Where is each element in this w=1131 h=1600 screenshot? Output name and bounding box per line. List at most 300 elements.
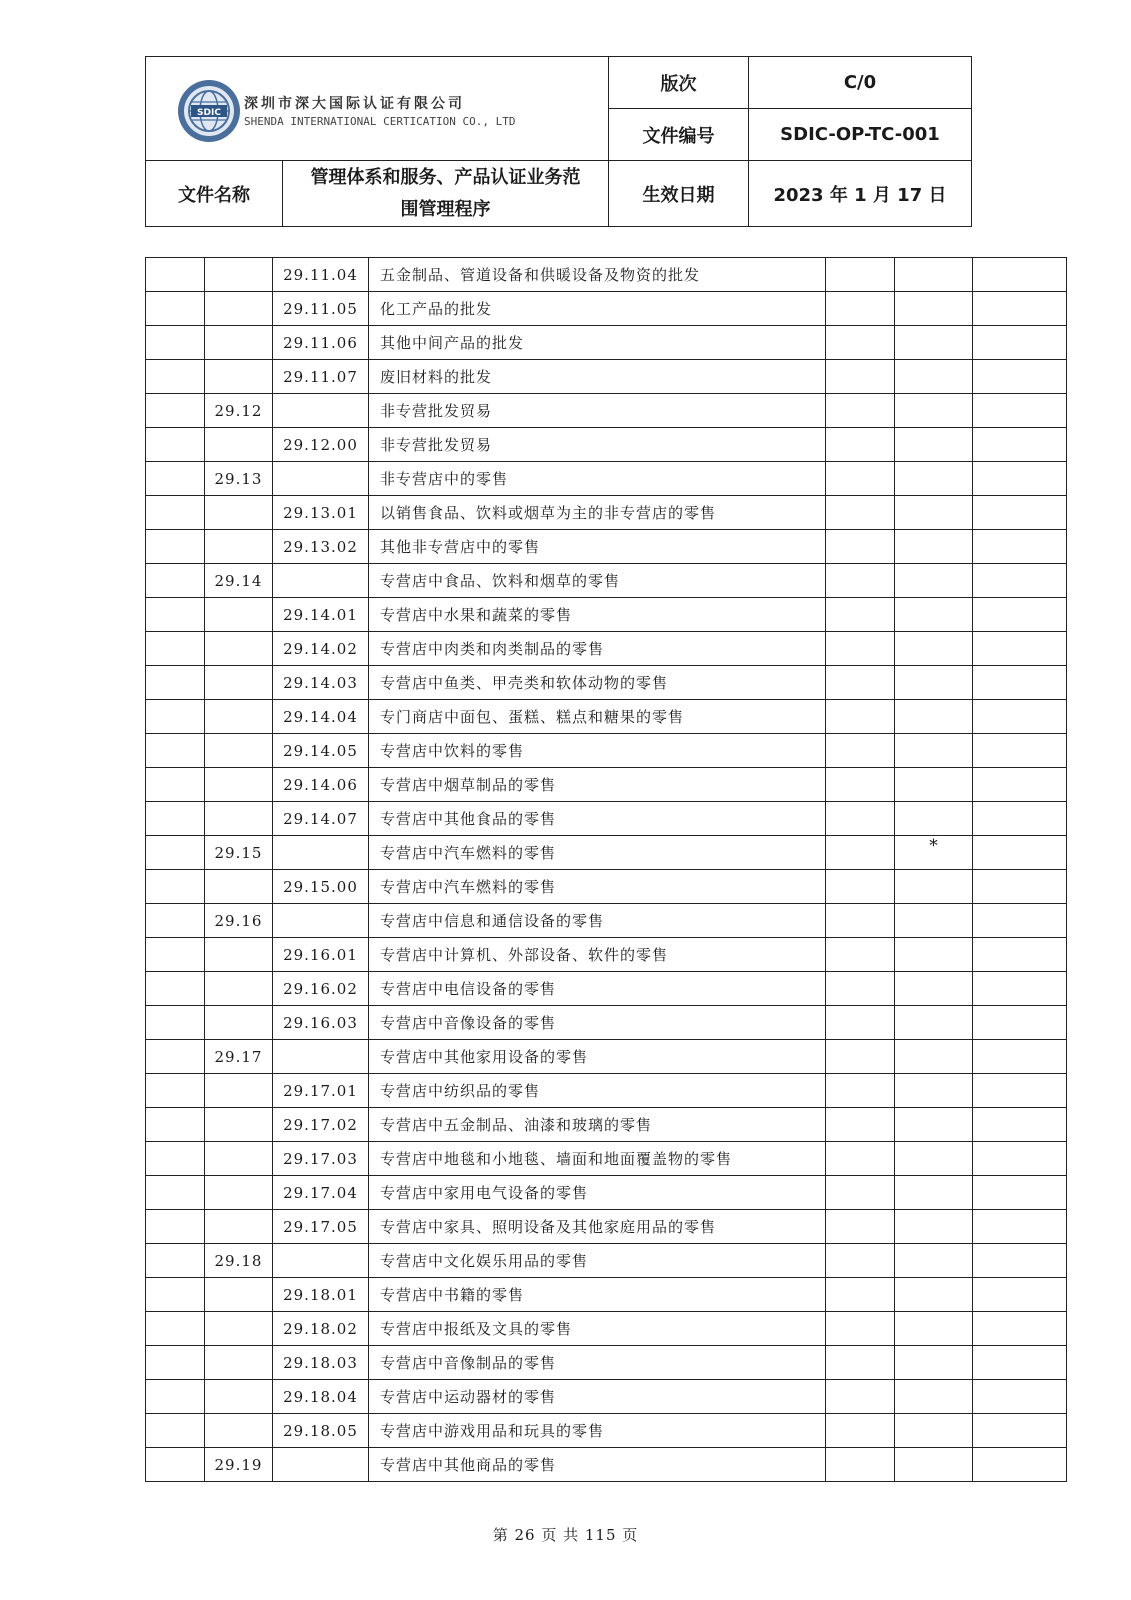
cell-col5 [826, 1346, 895, 1380]
cell-col6 [895, 496, 973, 530]
cell-description: 专门商店中面包、蛋糕、糕点和糖果的零售 [369, 700, 826, 734]
cell-col1 [146, 972, 205, 1006]
cell-division [205, 530, 273, 564]
cell-col6 [895, 428, 973, 462]
cell-col6 [895, 530, 973, 564]
cell-class: 29.11.06 [273, 326, 369, 360]
cell-class [273, 394, 369, 428]
docno-label: 文件编号 [609, 109, 749, 161]
cell-col5 [826, 1040, 895, 1074]
cell-description: 专营店中汽车燃料的零售 [369, 836, 826, 870]
cell-col6 [895, 734, 973, 768]
cell-class: 29.11.07 [273, 360, 369, 394]
cell-col6 [895, 700, 973, 734]
cell-description: 专营店中五金制品、油漆和玻璃的零售 [369, 1108, 826, 1142]
cell-col7 [973, 428, 1067, 462]
cell-col1 [146, 734, 205, 768]
cell-col5 [826, 326, 895, 360]
cell-col5 [826, 530, 895, 564]
cell-division: 29.15 [205, 836, 273, 870]
cell-division [205, 1006, 273, 1040]
cell-col1 [146, 1040, 205, 1074]
cell-description: 专营店中食品、饮料和烟草的零售 [369, 564, 826, 598]
cell-col7 [973, 734, 1067, 768]
docname-line-2: 围管理程序 [400, 198, 491, 220]
cell-col7 [973, 1040, 1067, 1074]
cell-col1 [146, 802, 205, 836]
table-row [146, 394, 1067, 428]
cell-description: 专营店中游戏用品和玩具的零售 [369, 1414, 826, 1448]
company-logo-icon [176, 78, 242, 144]
cell-col7 [973, 1210, 1067, 1244]
docname-label: 文件名称 [146, 161, 283, 227]
cell-col6 [895, 1278, 973, 1312]
cell-description: 专营店中汽车燃料的零售 [369, 870, 826, 904]
cell-col1 [146, 632, 205, 666]
cell-col1 [146, 904, 205, 938]
cell-description: 专营店中家用电气设备的零售 [369, 1176, 826, 1210]
cell-class: 29.18.01 [273, 1278, 369, 1312]
cell-description: 专营店中书籍的零售 [369, 1278, 826, 1312]
cell-col1 [146, 564, 205, 598]
cell-col6 [895, 972, 973, 1006]
cell-col5 [826, 1210, 895, 1244]
date-value: 2023 年 1 月 17 日 [749, 161, 972, 227]
cell-col1 [146, 258, 205, 292]
cell-col1 [146, 1244, 205, 1278]
cell-col7 [973, 1278, 1067, 1312]
cell-col6 [895, 1380, 973, 1414]
cell-col7 [973, 598, 1067, 632]
table-row [146, 632, 1067, 666]
cell-division [205, 938, 273, 972]
cell-division [205, 1278, 273, 1312]
cell-description: 专营店中家具、照明设备及其他家庭用品的零售 [369, 1210, 826, 1244]
cell-description: 其他中间产品的批发 [369, 326, 826, 360]
table-row [146, 1414, 1067, 1448]
cell-col5 [826, 1244, 895, 1278]
cell-col1 [146, 462, 205, 496]
cell-description: 五金制品、管道设备和供暖设备及物资的批发 [369, 258, 826, 292]
cell-division [205, 734, 273, 768]
cell-division [205, 1108, 273, 1142]
cell-col5 [826, 1142, 895, 1176]
table-row [146, 870, 1067, 904]
cell-col5 [826, 836, 895, 870]
cell-col6 [895, 666, 973, 700]
cell-col5 [826, 972, 895, 1006]
cell-class: 29.18.02 [273, 1312, 369, 1346]
cell-col6 [895, 1244, 973, 1278]
cell-col1 [146, 326, 205, 360]
cell-col6 [895, 768, 973, 802]
table-row [146, 836, 1067, 870]
cell-division [205, 598, 273, 632]
docname-value [283, 161, 609, 227]
cell-col6 [895, 870, 973, 904]
cell-col7 [973, 836, 1067, 870]
cell-col5 [826, 360, 895, 394]
cell-class [273, 904, 369, 938]
cell-col7 [973, 1142, 1067, 1176]
cell-col5 [826, 564, 895, 598]
cell-col5 [826, 598, 895, 632]
table-row [146, 1346, 1067, 1380]
cell-class: 29.13.02 [273, 530, 369, 564]
cell-col6 [895, 1142, 973, 1176]
cell-col5 [826, 700, 895, 734]
cell-description: 专营店中水果和蔬菜的零售 [369, 598, 826, 632]
cell-col7 [973, 1074, 1067, 1108]
cell-description: 非专营批发贸易 [369, 394, 826, 428]
table-row [146, 496, 1067, 530]
cell-division: 29.13 [205, 462, 273, 496]
cell-col6 [895, 1040, 973, 1074]
cell-description: 专营店中烟草制品的零售 [369, 768, 826, 802]
cell-col1 [146, 1176, 205, 1210]
cell-col6 [895, 1176, 973, 1210]
cell-division [205, 1414, 273, 1448]
cell-col6 [895, 802, 973, 836]
cell-col7 [973, 394, 1067, 428]
cell-col7 [973, 870, 1067, 904]
svg-text:SDIC: SDIC [197, 108, 221, 118]
cell-col6 [895, 1448, 973, 1482]
table-row [146, 462, 1067, 496]
table-row [146, 1448, 1067, 1482]
cell-description: 专营店中报纸及文具的零售 [369, 1312, 826, 1346]
page-number: 第 26 页 共 115 页 [492, 1526, 639, 1544]
cell-col7 [973, 1108, 1067, 1142]
version-value: C/0 [749, 57, 972, 109]
cell-division [205, 700, 273, 734]
cell-col7 [973, 768, 1067, 802]
cell-class: 29.14.05 [273, 734, 369, 768]
cell-col7 [973, 632, 1067, 666]
cell-class: 29.18.03 [273, 1346, 369, 1380]
company-block [146, 57, 609, 161]
cell-col5 [826, 428, 895, 462]
table-row [146, 292, 1067, 326]
cell-description: 专营店中纺织品的零售 [369, 1074, 826, 1108]
cell-col1 [146, 870, 205, 904]
cell-class: 29.12.00 [273, 428, 369, 462]
cell-col1 [146, 1346, 205, 1380]
cell-col7 [973, 1448, 1067, 1482]
cell-col7 [973, 938, 1067, 972]
cell-col5 [826, 1176, 895, 1210]
cell-description: 其他非专营店中的零售 [369, 530, 826, 564]
company-name-en: SHENDA INTERNATIONAL CERTICATION CO., LTD [244, 115, 516, 128]
cell-col6 [895, 1210, 973, 1244]
cell-col6 [895, 1108, 973, 1142]
cell-col7 [973, 462, 1067, 496]
cell-col1 [146, 1142, 205, 1176]
table-row [146, 904, 1067, 938]
cell-description: 专营店中音像制品的零售 [369, 1346, 826, 1380]
document-header [145, 56, 972, 227]
cell-description: 非专营批发贸易 [369, 428, 826, 462]
cell-col1 [146, 428, 205, 462]
cell-division [205, 1074, 273, 1108]
cell-class: 29.16.01 [273, 938, 369, 972]
cell-col7 [973, 496, 1067, 530]
cell-class: 29.17.01 [273, 1074, 369, 1108]
cell-col1 [146, 292, 205, 326]
cell-class: 29.11.05 [273, 292, 369, 326]
scope-table [145, 257, 1067, 1482]
cell-col5 [826, 1278, 895, 1312]
cell-division [205, 292, 273, 326]
cell-class: 29.11.04 [273, 258, 369, 292]
cell-col7 [973, 1006, 1067, 1040]
table-row [146, 768, 1067, 802]
cell-col5 [826, 292, 895, 326]
cell-col5 [826, 1448, 895, 1482]
cell-division [205, 666, 273, 700]
scope-table-body [146, 258, 1067, 1482]
table-row [146, 598, 1067, 632]
cell-col7 [973, 292, 1067, 326]
cell-col1 [146, 1210, 205, 1244]
cell-class: 29.17.05 [273, 1210, 369, 1244]
cell-division [205, 1210, 273, 1244]
cell-col5 [826, 632, 895, 666]
cell-col5 [826, 904, 895, 938]
cell-col1 [146, 1074, 205, 1108]
cell-col7 [973, 1346, 1067, 1380]
cell-col6 [895, 1074, 973, 1108]
cell-col1 [146, 394, 205, 428]
cell-description: 专营店中饮料的零售 [369, 734, 826, 768]
table-row [146, 1244, 1067, 1278]
cell-col1 [146, 836, 205, 870]
cell-col5 [826, 802, 895, 836]
cell-col6 [895, 632, 973, 666]
table-row [146, 1074, 1067, 1108]
cell-col5 [826, 870, 895, 904]
table-row [146, 564, 1067, 598]
cell-col7 [973, 258, 1067, 292]
cell-col6-mark: * [895, 836, 973, 870]
cell-class: 29.17.04 [273, 1176, 369, 1210]
cell-col5 [826, 258, 895, 292]
cell-col5 [826, 1108, 895, 1142]
cell-class: 29.17.02 [273, 1108, 369, 1142]
cell-description: 专营店中计算机、外部设备、软件的零售 [369, 938, 826, 972]
cell-division [205, 1176, 273, 1210]
cell-col1 [146, 360, 205, 394]
cell-col7 [973, 1176, 1067, 1210]
cell-class [273, 1244, 369, 1278]
cell-division [205, 802, 273, 836]
cell-col1 [146, 530, 205, 564]
cell-col1 [146, 1108, 205, 1142]
cell-col1 [146, 1312, 205, 1346]
cell-division: 29.19 [205, 1448, 273, 1482]
table-row [146, 258, 1067, 292]
cell-col1 [146, 1448, 205, 1482]
cell-description: 化工产品的批发 [369, 292, 826, 326]
cell-col7 [973, 802, 1067, 836]
table-row [146, 700, 1067, 734]
cell-class: 29.14.01 [273, 598, 369, 632]
cell-col6 [895, 1414, 973, 1448]
cell-division: 29.18 [205, 1244, 273, 1278]
docno-value: SDIC-OP-TC-001 [749, 109, 972, 161]
table-row [146, 428, 1067, 462]
cell-division: 29.12 [205, 394, 273, 428]
cell-class: 29.13.01 [273, 496, 369, 530]
cell-col5 [826, 1312, 895, 1346]
cell-col5 [826, 938, 895, 972]
cell-class [273, 1448, 369, 1482]
cell-division: 29.16 [205, 904, 273, 938]
cell-col5 [826, 1006, 895, 1040]
cell-col5 [826, 496, 895, 530]
cell-division [205, 360, 273, 394]
table-row [146, 530, 1067, 564]
cell-division [205, 258, 273, 292]
cell-col5 [826, 394, 895, 428]
cell-col1 [146, 598, 205, 632]
cell-col7 [973, 1380, 1067, 1414]
cell-col1 [146, 1414, 205, 1448]
cell-division [205, 1142, 273, 1176]
cell-description: 以销售食品、饮料或烟草为主的非专营店的零售 [369, 496, 826, 530]
cell-description: 专营店中文化娱乐用品的零售 [369, 1244, 826, 1278]
cell-description: 非专营店中的零售 [369, 462, 826, 496]
cell-class: 29.18.04 [273, 1380, 369, 1414]
cell-col7 [973, 700, 1067, 734]
table-row [146, 734, 1067, 768]
cell-division [205, 1312, 273, 1346]
cell-col7 [973, 530, 1067, 564]
table-row [146, 666, 1067, 700]
version-label: 版次 [609, 57, 749, 109]
cell-col1 [146, 666, 205, 700]
cell-col1 [146, 1380, 205, 1414]
cell-class: 29.18.05 [273, 1414, 369, 1448]
cell-description: 专营店中其他食品的零售 [369, 802, 826, 836]
cell-col7 [973, 1244, 1067, 1278]
table-row [146, 972, 1067, 1006]
cell-col5 [826, 1414, 895, 1448]
cell-class [273, 564, 369, 598]
cell-col6 [895, 938, 973, 972]
cell-division: 29.17 [205, 1040, 273, 1074]
table-row [146, 1380, 1067, 1414]
cell-class: 29.15.00 [273, 870, 369, 904]
cell-col1 [146, 496, 205, 530]
cell-description: 专营店中电信设备的零售 [369, 972, 826, 1006]
cell-class: 29.16.02 [273, 972, 369, 1006]
table-row [146, 1210, 1067, 1244]
cell-division [205, 972, 273, 1006]
cell-description: 专营店中其他家用设备的零售 [369, 1040, 826, 1074]
table-row [146, 1040, 1067, 1074]
cell-col6 [895, 394, 973, 428]
cell-description: 专营店中肉类和肉类制品的零售 [369, 632, 826, 666]
cell-col7 [973, 360, 1067, 394]
cell-col1 [146, 1006, 205, 1040]
cell-col7 [973, 564, 1067, 598]
cell-description: 专营店中地毯和小地毯、墙面和地面覆盖物的零售 [369, 1142, 826, 1176]
cell-col6 [895, 360, 973, 394]
table-row [146, 1312, 1067, 1346]
cell-col7 [973, 972, 1067, 1006]
cell-col6 [895, 598, 973, 632]
cell-class [273, 1040, 369, 1074]
cell-col7 [973, 666, 1067, 700]
cell-class [273, 836, 369, 870]
cell-col5 [826, 768, 895, 802]
cell-col6 [895, 462, 973, 496]
cell-col5 [826, 462, 895, 496]
cell-description: 专营店中音像设备的零售 [369, 1006, 826, 1040]
cell-class: 29.16.03 [273, 1006, 369, 1040]
cell-col5 [826, 1074, 895, 1108]
table-row [146, 802, 1067, 836]
cell-col1 [146, 768, 205, 802]
table-row [146, 938, 1067, 972]
cell-class: 29.14.02 [273, 632, 369, 666]
cell-col5 [826, 666, 895, 700]
cell-division [205, 496, 273, 530]
table-row [146, 1108, 1067, 1142]
cell-division [205, 1380, 273, 1414]
cell-col6 [895, 1346, 973, 1380]
cell-col6 [895, 1006, 973, 1040]
cell-col7 [973, 326, 1067, 360]
cell-col6 [895, 904, 973, 938]
cell-col6 [895, 326, 973, 360]
cell-description: 专营店中其他商品的零售 [369, 1448, 826, 1482]
cell-col1 [146, 700, 205, 734]
table-row [146, 1176, 1067, 1210]
cell-description: 专营店中鱼类、甲壳类和软体动物的零售 [369, 666, 826, 700]
cell-division: 29.14 [205, 564, 273, 598]
cell-col1 [146, 938, 205, 972]
cell-division [205, 326, 273, 360]
cell-col7 [973, 1414, 1067, 1448]
cell-col5 [826, 1380, 895, 1414]
cell-division [205, 768, 273, 802]
cell-description: 专营店中运动器材的零售 [369, 1380, 826, 1414]
cell-class: 29.14.07 [273, 802, 369, 836]
table-row [146, 1006, 1067, 1040]
company-name-cn: 深圳市深大国际认证有限公司 [244, 96, 465, 112]
cell-class: 29.14.06 [273, 768, 369, 802]
cell-col5 [826, 734, 895, 768]
cell-class: 29.14.04 [273, 700, 369, 734]
cell-division [205, 1346, 273, 1380]
cell-col6 [895, 564, 973, 598]
cell-division [205, 632, 273, 666]
table-row [146, 326, 1067, 360]
date-label: 生效日期 [609, 161, 749, 227]
table-row [146, 1142, 1067, 1176]
cell-division [205, 428, 273, 462]
cell-description: 废旧材料的批发 [369, 360, 826, 394]
cell-division [205, 870, 273, 904]
cell-col6 [895, 1312, 973, 1346]
docname-line-1: 管理体系和服务、产品认证业务范 [310, 166, 581, 188]
cell-class: 29.17.03 [273, 1142, 369, 1176]
cell-class: 29.14.03 [273, 666, 369, 700]
cell-col6 [895, 258, 973, 292]
cell-col7 [973, 1312, 1067, 1346]
